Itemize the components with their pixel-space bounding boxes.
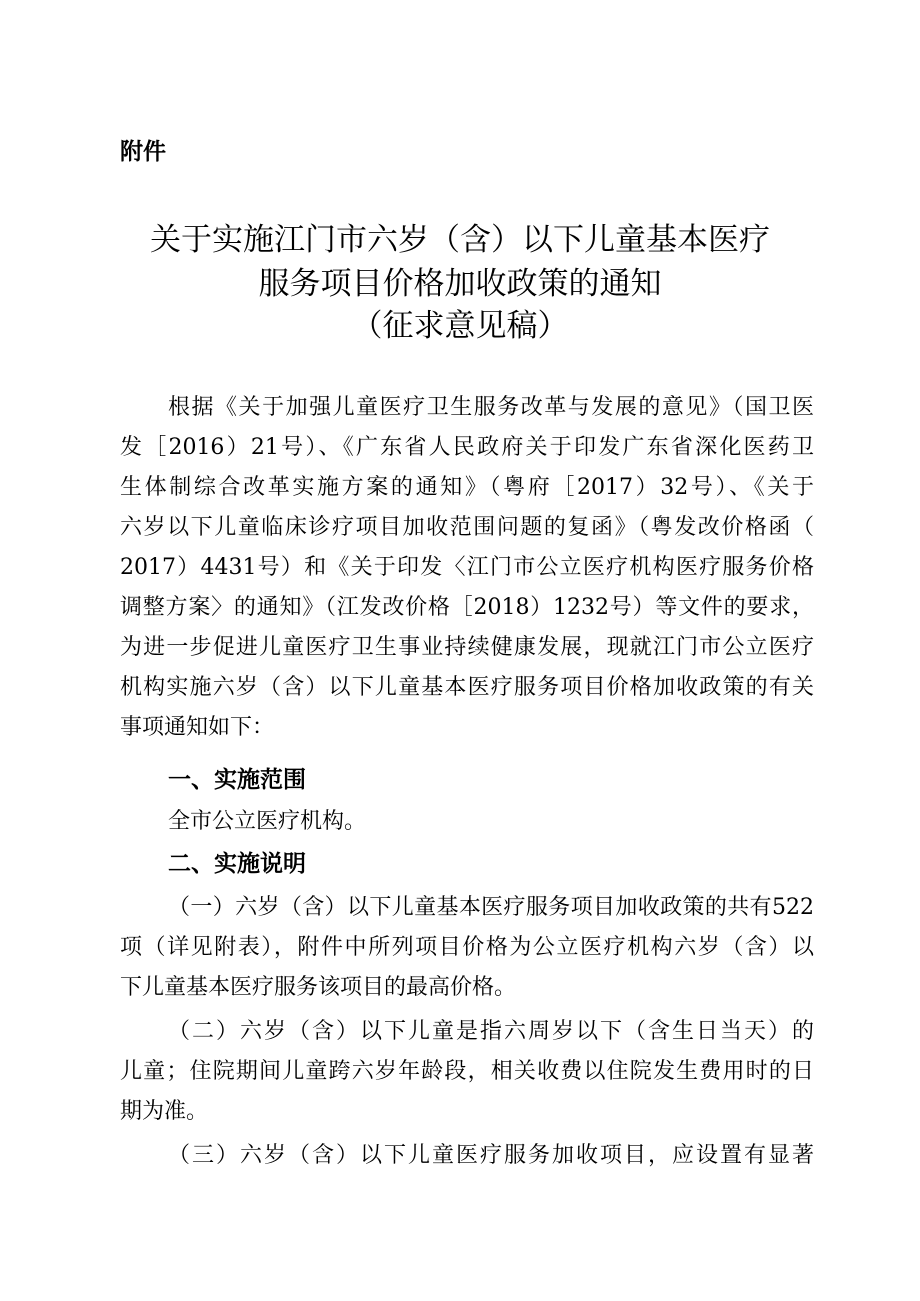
section-heading-notes: 二、实施说明 (168, 851, 306, 877)
intro-line: 为进一步促进儿童医疗卫生事业持续健康发展，现就江门市公立医疗 (120, 635, 814, 660)
item-1-line: 项（详见附表），附件中所列项目价格为公立医疗机构六岁（含）以 (120, 935, 814, 960)
section-heading-scope: 一、实施范围 (168, 767, 306, 793)
intro-line: 六岁以下儿童临床诊疗项目加收范围问题的复函》（粤发改价格函（ (120, 515, 814, 540)
intro-line: 发［2016）21号）、《广东省人民政府关于印发广东省深化医药卫 (120, 435, 814, 460)
item-2-line: 期为准。 (120, 1099, 209, 1124)
title-line-3: （征求意见稿） (351, 308, 569, 344)
item-2-line: （二）六岁（含）以下儿童是指六周岁以下（含生日当天）的 (168, 1019, 814, 1044)
title-line-2: 服务项目价格加收政策的通知 (258, 266, 662, 302)
item-1-line: （一）六岁（含）以下儿童基本医疗服务项目加收政策的共有522 (168, 895, 814, 920)
attachment-label: 附件 (120, 139, 166, 165)
item-1-line: 下儿童基本医疗服务该项目的最高价格。 (120, 975, 517, 1000)
intro-line: 事项通知如下： (120, 715, 275, 740)
item-3-line: （三）六岁（含）以下儿童医疗服务加收项目，应设置有显著 (168, 1143, 814, 1168)
intro-line: 生体制综合改革实施方案的通知》（粤府［2017）32号）、《关于 (120, 475, 815, 500)
intro-line: 机构实施六岁（含）以下儿童基本医疗服务项目价格加收政策的有关 (120, 675, 814, 700)
intro-line: 调整方案〉的通知》（江发改价格［2018）1232号）等文件的要求， (120, 595, 814, 620)
title-line-1: 关于实施江门市六岁（含）以下儿童基本医疗 (150, 222, 770, 258)
intro-line: 2017）4431号）和《关于印发〈江门市公立医疗机构医疗服务价格 (120, 555, 814, 580)
item-2-line: 儿童；住院期间儿童跨六岁年龄段，相关收费以住院发生费用时的日 (120, 1059, 814, 1084)
section-body-scope: 全市公立医疗机构。 (168, 809, 367, 834)
intro-line: 根据《关于加强儿童医疗卫生服务改革与发展的意见》（国卫医 (168, 395, 814, 420)
